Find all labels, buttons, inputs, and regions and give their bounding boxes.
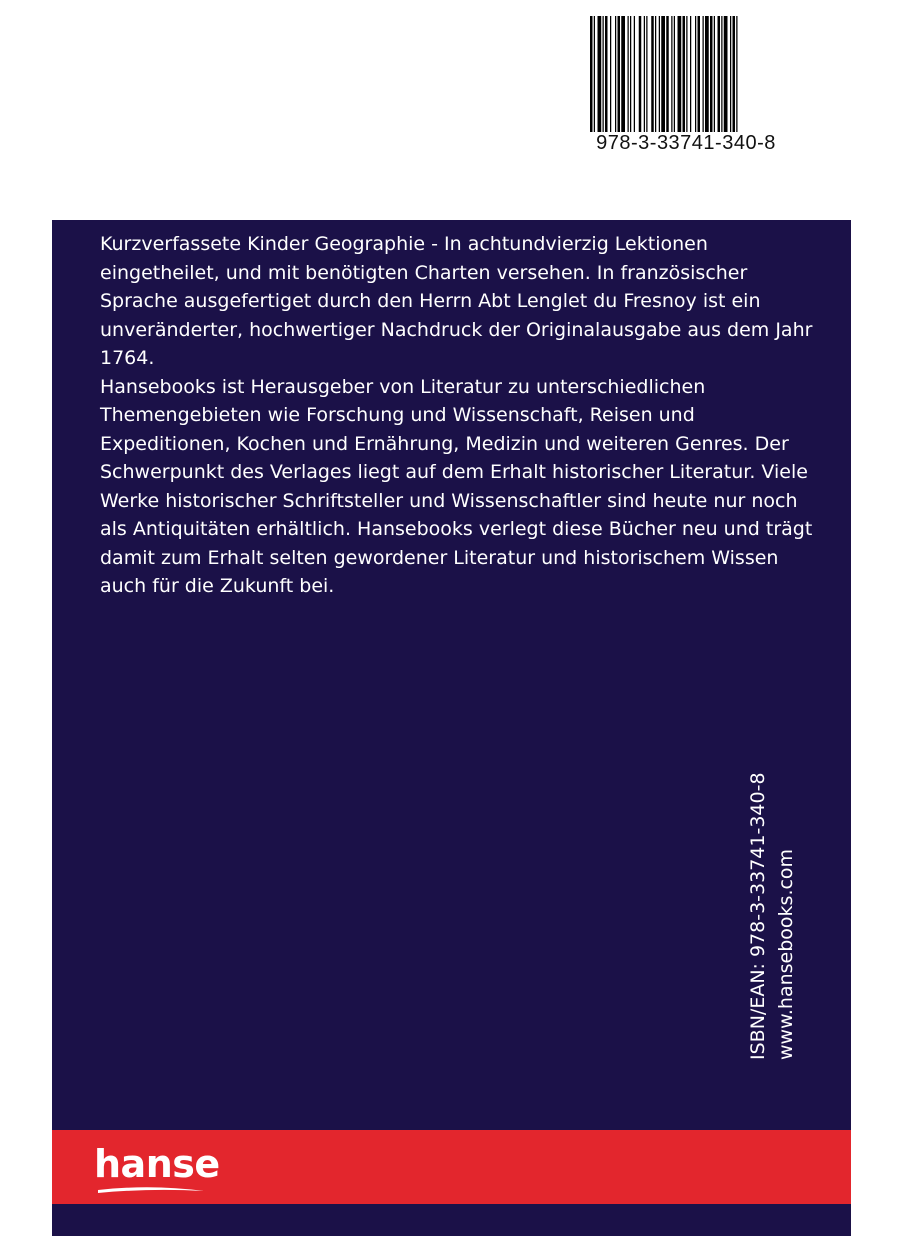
logo-wordmark: hanse: [94, 1142, 220, 1186]
publisher-band: [52, 1130, 851, 1204]
book-description: [100, 230, 820, 601]
barcode-number: 978-3-33741-340-8: [596, 132, 776, 154]
back-cover-panel: [52, 220, 851, 1236]
isbn-block: [742, 760, 812, 1060]
isbn-text: ISBN/EAN: 978-3-33741-340-8: [747, 772, 769, 1060]
description-paragraph: Kurzverfassete Kinder Geographie - In achtundvierzig Lektionen eingetheilet, und mit benötigten Charten versehen. In französischer Sprache ausgefertiget durch den Herrn Abt Lenglet du Fresnoy ist ein unveränderter, hochwertiger Nachdruck der Originalausgabe aus dem Jahr 1764.: [100, 233, 813, 369]
website-text: www.hansebooks.com: [775, 848, 797, 1060]
publisher-paragraph: Hansebooks ist Herausgeber von Literatur zu unterschiedlichen Themengebieten wie Forschung und Wissenschaft, Reisen und Expeditionen, Kochen und Ernährung, Medizin und weiteren Genres. Der Schwerpunkt des Verlages liegt auf dem Erhalt historischer Literatur. Viele Werke historischer Schriftsteller und Wissenschaftler sind heute nur noch als Antiquitäten erhältlich. Hansebooks verlegt diese Bücher neu und trägt damit zum Erhalt selten gewordener Literatur und historischem Wissen auch für die Zukunft bei.: [100, 375, 813, 597]
barcode: [586, 14, 786, 164]
barcode-icon: [590, 16, 780, 132]
swoosh-icon: [96, 1182, 206, 1196]
hanse-logo: [94, 1142, 220, 1194]
